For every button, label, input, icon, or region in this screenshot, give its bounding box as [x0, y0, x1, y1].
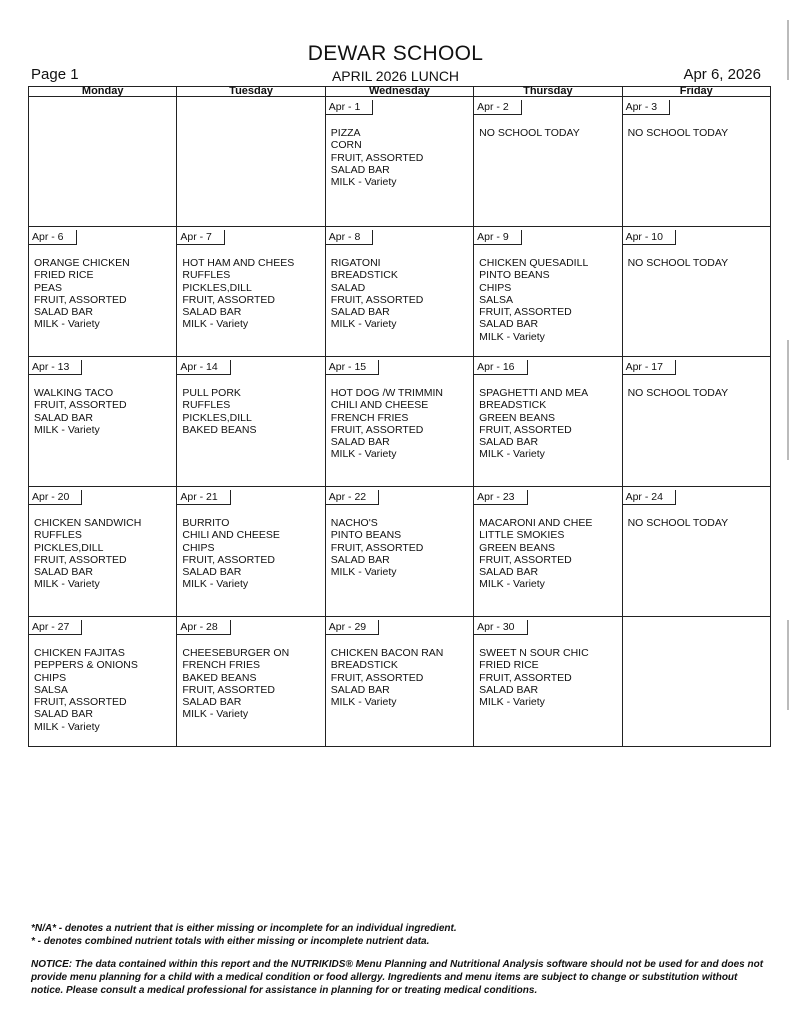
day-cell	[474, 227, 622, 357]
scan-edge-mark	[787, 340, 789, 460]
menu-item: SALSA	[34, 683, 68, 696]
menu-item: SALAD BAR	[479, 436, 539, 449]
date-label: Apr - 27	[29, 620, 82, 635]
menu-item: FRUIT, ASSORTED	[479, 423, 572, 436]
menu-item: FRENCH FRIES	[182, 659, 260, 672]
menu-list	[474, 127, 621, 139]
menu-item: MILK - Variety	[330, 696, 397, 709]
menu-item: HOT DOG /W TRIMMIN	[330, 387, 443, 399]
report-date: Apr 6, 2026	[683, 66, 761, 83]
week-row	[29, 487, 771, 617]
day-cell	[325, 357, 473, 487]
menu-list	[474, 517, 621, 591]
menu-item: HOT HAM AND CHEES	[182, 257, 295, 269]
day-cell	[325, 617, 473, 747]
menu-list	[623, 127, 770, 139]
day-cell	[474, 487, 622, 617]
menu-item: MILK - Variety	[182, 708, 249, 721]
menu-list	[177, 387, 324, 436]
menu-item: FRUIT, ASSORTED	[182, 683, 275, 696]
menu-item: SALAD BAR	[479, 318, 539, 331]
menu-item: BREADSTICK	[479, 399, 547, 412]
menu-item: CHILI AND CHEESE	[330, 399, 429, 412]
date-label: Apr - 13	[29, 360, 82, 375]
menu-item: CHICKEN QUESADILL	[479, 257, 589, 269]
day-header-friday: Friday	[622, 87, 770, 97]
day-cell	[177, 487, 325, 617]
menu-item: MILK - Variety	[34, 318, 100, 331]
menu-item: PICKLES,DILL	[182, 281, 252, 294]
menu-list	[177, 647, 324, 721]
date-label: Apr - 30	[474, 620, 527, 635]
date-label: Apr - 20	[29, 490, 82, 505]
lunch-calendar	[28, 86, 771, 747]
menu-list	[29, 517, 176, 591]
menu-item: WALKING TACO	[34, 387, 114, 399]
menu-item: NO SCHOOL TODAY	[627, 517, 729, 529]
menu-item: PICKLES,DILL	[182, 411, 252, 424]
menu-list	[29, 387, 176, 436]
menu-item: FRUIT, ASSORTED	[34, 293, 127, 306]
week-row	[29, 97, 771, 227]
day-cell	[474, 357, 622, 487]
menu-item: RUFFLES	[182, 269, 231, 282]
menu-item: MILK - Variety	[330, 176, 397, 189]
date-label: Apr - 7	[177, 230, 225, 245]
day-cell	[177, 357, 325, 487]
menu-item: CHIPS	[34, 671, 67, 684]
menu-item: FRUIT, ASSORTED	[34, 553, 127, 566]
day-cell	[325, 487, 473, 617]
menu-list	[474, 257, 621, 343]
day-cell	[325, 97, 473, 227]
menu-list	[623, 517, 770, 529]
date-label: Apr - 16	[474, 360, 527, 375]
week-row	[29, 617, 771, 747]
day-cell	[325, 227, 473, 357]
menu-item: SALAD BAR	[34, 566, 93, 579]
menu-item: MILK - Variety	[330, 318, 397, 331]
menu-list	[326, 647, 473, 708]
menu-list	[29, 257, 176, 331]
menu-item: MILK - Variety	[34, 578, 100, 591]
menu-item: MILK - Variety	[34, 720, 100, 733]
menu-item: PINTO BEANS	[330, 529, 402, 542]
day-header-tuesday: Tuesday	[177, 87, 325, 97]
day-cell	[474, 97, 622, 227]
menu-item: CHILI AND CHEESE	[182, 529, 280, 542]
menu-list	[326, 127, 473, 188]
menu-item: SALAD BAR	[479, 683, 539, 696]
menu-item: PINTO BEANS	[479, 269, 550, 282]
date-label: Apr - 10	[623, 230, 676, 245]
day-header-thursday: Thursday	[474, 87, 622, 97]
date-label: Apr - 3	[623, 100, 671, 115]
menu-item: CHEESEBURGER ON	[182, 647, 290, 659]
footnote-na: *N/A* - denotes a nutrient that is either missing or incomplete for an individual ingredient.	[31, 923, 457, 934]
menu-item: SALAD BAR	[330, 683, 390, 696]
menu-item: BREADSTICK	[330, 659, 398, 672]
footnote-star: * - denotes combined nutrient totals with either missing or incomplete nutrient data.	[31, 936, 430, 947]
scan-edge-mark	[787, 620, 789, 710]
day-cell	[29, 97, 177, 227]
menu-item: MILK - Variety	[479, 330, 545, 343]
notice-text: NOTICE: The data contained within this report and the NUTRIKIDS® Menu Planning and Nutritional Analysis software should not be used for and does not provide menu planning for a child with a medical condition or food allergy. Ingredients and menu items are subject to change or substitution without notice. Please consult a medical professional for assistance in planning for or treating medical conditions.	[31, 959, 764, 996]
menu-item: SALAD BAR	[34, 708, 93, 721]
menu-item: RUFFLES	[34, 529, 82, 542]
menu-item: MACARONI AND CHEE	[479, 517, 593, 529]
menu-item: SALAD BAR	[330, 436, 390, 449]
day-cell	[177, 227, 325, 357]
menu-list	[177, 517, 324, 591]
menu-item: NO SCHOOL TODAY	[627, 257, 729, 269]
menu-item: MILK - Variety	[182, 318, 249, 331]
day-cell	[29, 227, 177, 357]
menu-item: MILK - Variety	[479, 578, 545, 591]
menu-item: SALAD BAR	[34, 411, 93, 424]
menu-item: GREEN BEANS	[479, 411, 556, 424]
menu-list	[623, 257, 770, 269]
day-cell	[474, 617, 622, 747]
menu-list	[326, 387, 473, 461]
date-label: Apr - 21	[177, 490, 230, 505]
menu-item: FRUIT, ASSORTED	[330, 671, 424, 684]
scan-edge-mark	[787, 20, 789, 80]
menu-item: FRUIT, ASSORTED	[34, 399, 127, 412]
menu-item: CHICKEN FAJITAS	[34, 647, 125, 659]
date-label: Apr - 6	[29, 230, 77, 245]
footnotes	[31, 922, 457, 948]
day-cell	[622, 487, 770, 617]
day-cell	[622, 617, 770, 747]
menu-item: RIGATONI	[330, 257, 381, 269]
menu-item: PEAS	[34, 281, 63, 294]
day-cell	[29, 357, 177, 487]
menu-item: FRUIT, ASSORTED	[330, 541, 424, 554]
menu-item: FRUIT, ASSORTED	[330, 293, 424, 306]
menu-item: SALAD	[330, 281, 366, 294]
menu-item: FRUIT, ASSORTED	[479, 671, 572, 684]
menu-item: MILK - Variety	[330, 448, 397, 461]
week-row	[29, 227, 771, 357]
menu-item: SALAD BAR	[182, 696, 242, 709]
menu-subtitle: APRIL 2026 LUNCH	[331, 68, 460, 84]
menu-list	[326, 517, 473, 578]
menu-item: CHIPS	[182, 541, 215, 554]
menu-item: SALAD BAR	[330, 306, 390, 319]
date-label: Apr - 8	[326, 230, 374, 245]
menu-item: MILK - Variety	[34, 423, 100, 436]
date-label: Apr - 15	[326, 360, 379, 375]
menu-item: GREEN BEANS	[479, 541, 556, 554]
day-header-row	[29, 87, 771, 97]
menu-item: CHICKEN SANDWICH	[34, 517, 142, 529]
menu-item: SPAGHETTI AND MEA	[479, 387, 589, 399]
date-label: Apr - 1	[326, 100, 374, 115]
menu-list	[623, 387, 770, 399]
menu-item: FRUIT, ASSORTED	[479, 306, 572, 319]
menu-list	[474, 647, 621, 708]
menu-item: FRUIT, ASSORTED	[182, 553, 275, 566]
school-title: DEWAR SCHOOL	[307, 42, 484, 65]
menu-item: MILK - Variety	[330, 566, 397, 579]
menu-item: BAKED BEANS	[182, 671, 257, 684]
menu-list	[29, 647, 176, 733]
date-label: Apr - 24	[623, 490, 676, 505]
date-label: Apr - 28	[177, 620, 230, 635]
menu-item: SALAD BAR	[182, 306, 242, 319]
date-label: Apr - 23	[474, 490, 527, 505]
menu-item: FRUIT, ASSORTED	[34, 696, 127, 709]
menu-item: FRUIT, ASSORTED	[330, 423, 424, 436]
menu-item: MILK - Variety	[182, 578, 249, 591]
menu-item: RUFFLES	[182, 399, 231, 412]
menu-item: NO SCHOOL TODAY	[479, 127, 580, 139]
day-cell	[622, 227, 770, 357]
menu-item: BURRITO	[182, 517, 230, 529]
menu-item: SWEET N SOUR CHIC	[479, 647, 589, 659]
menu-item: BREADSTICK	[330, 269, 398, 282]
day-cell	[622, 357, 770, 487]
menu-item: NO SCHOOL TODAY	[627, 387, 729, 399]
menu-item: SALAD BAR	[34, 306, 93, 319]
menu-list	[177, 257, 324, 331]
menu-item: NO SCHOOL TODAY	[627, 127, 729, 139]
day-cell	[177, 617, 325, 747]
day-cell	[29, 617, 177, 747]
menu-item: LITTLE SMOKIES	[479, 529, 565, 542]
date-label: Apr - 17	[623, 360, 676, 375]
menu-item: FRENCH FRIES	[330, 411, 409, 424]
date-label: Apr - 29	[326, 620, 379, 635]
menu-item: FRIED RICE	[479, 659, 539, 672]
day-header-wednesday: Wednesday	[325, 87, 473, 97]
menu-item: MILK - Variety	[479, 448, 545, 461]
menu-item: FRIED RICE	[34, 269, 94, 282]
menu-list	[474, 387, 621, 461]
date-label: Apr - 14	[177, 360, 230, 375]
day-cell	[622, 97, 770, 227]
day-header-monday: Monday	[29, 87, 177, 97]
menu-item: SALAD BAR	[330, 553, 390, 566]
menu-item: PICKLES,DILL	[34, 541, 104, 554]
menu-list	[326, 257, 473, 331]
page-number: Page 1	[31, 66, 79, 83]
menu-item: SALAD BAR	[330, 163, 390, 176]
week-row	[29, 357, 771, 487]
menu-item: MILK - Variety	[479, 696, 545, 709]
date-label: Apr - 9	[474, 230, 522, 245]
menu-item: NACHO'S	[330, 517, 378, 529]
menu-item: ORANGE CHICKEN	[34, 257, 130, 269]
day-cell	[29, 487, 177, 617]
menu-item: FRUIT, ASSORTED	[479, 553, 572, 566]
menu-item: BAKED BEANS	[182, 423, 257, 436]
day-cell	[177, 97, 325, 227]
menu-item: SALAD BAR	[479, 566, 539, 579]
menu-item: CHIPS	[479, 281, 512, 294]
menu-item: FRUIT, ASSORTED	[182, 293, 275, 306]
date-label: Apr - 2	[474, 100, 522, 115]
menu-item: PIZZA	[330, 127, 361, 139]
date-label: Apr - 22	[326, 490, 379, 505]
menu-item: PULL PORK	[182, 387, 241, 399]
menu-item: PEPPERS & ONIONS	[34, 659, 138, 672]
menu-item: SALSA	[479, 293, 514, 306]
menu-item: CHICKEN BACON RAN	[330, 647, 444, 659]
menu-item: SALAD BAR	[182, 566, 242, 579]
menu-item: FRUIT, ASSORTED	[330, 151, 424, 164]
menu-item: CORN	[330, 139, 362, 152]
